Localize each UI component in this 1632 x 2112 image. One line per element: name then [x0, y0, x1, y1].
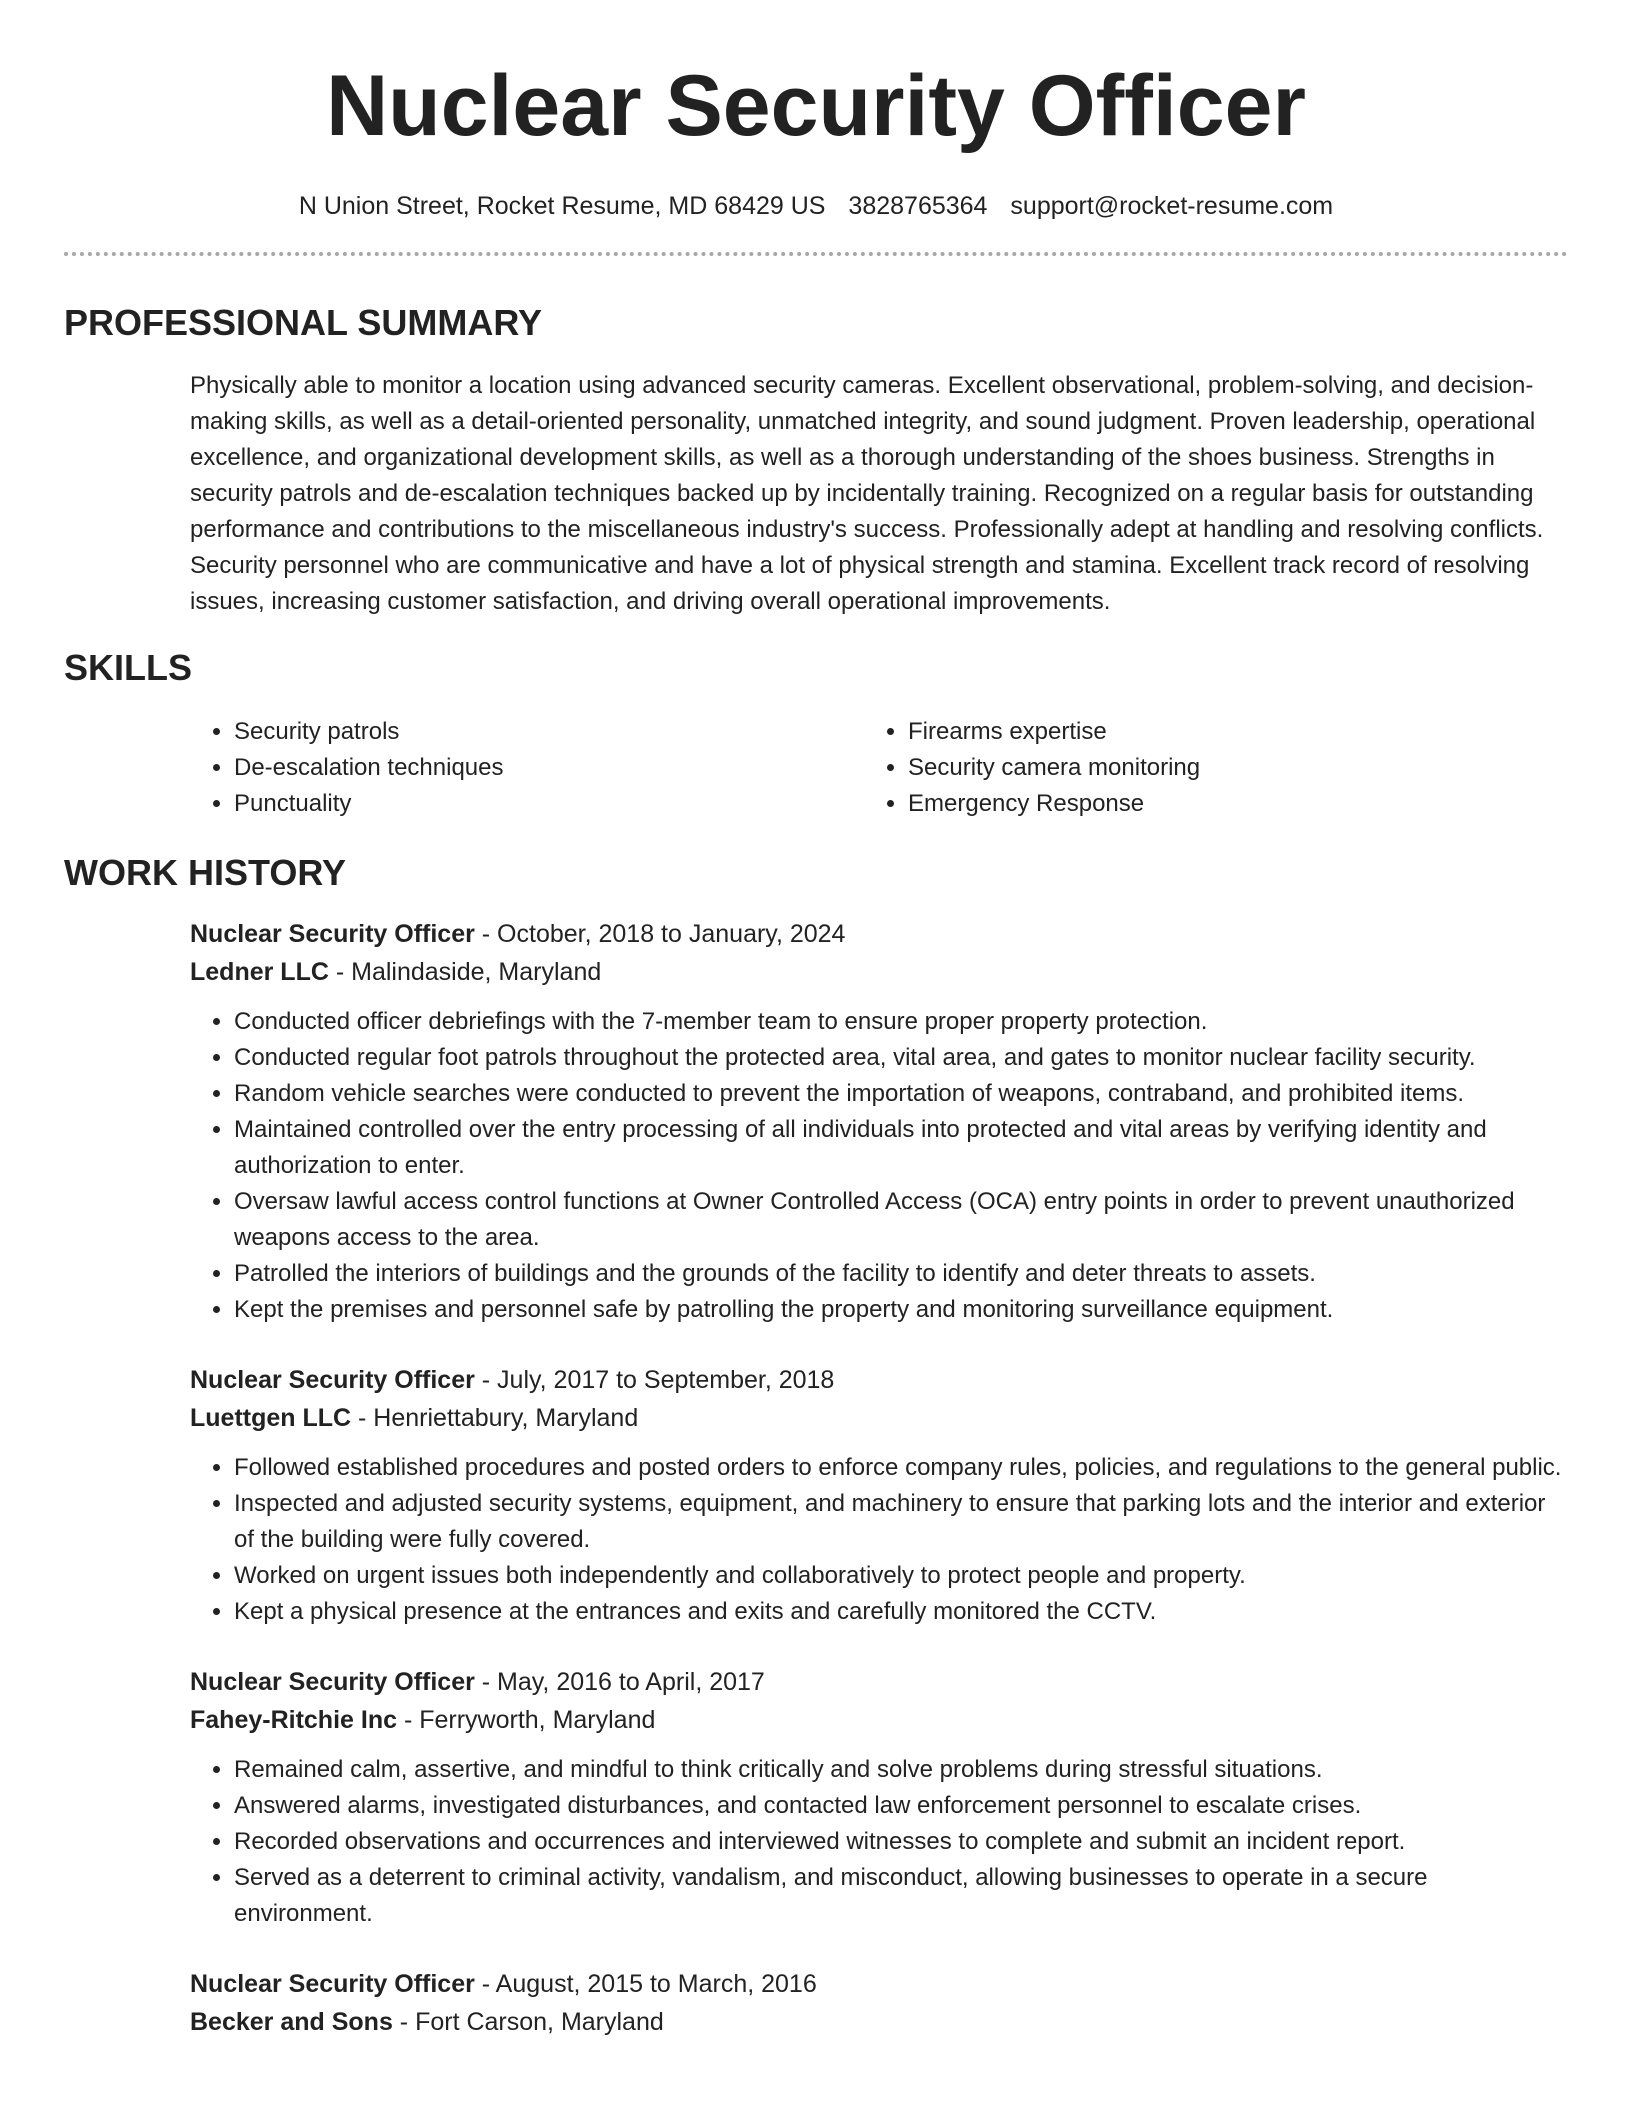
summary-text: Physically able to monitor a location using advanced security cameras. Excellent observational, problem-solving, and decision-making skills, as well as a detail-oriented personality, unmatched integrity, and sound judgment. Proven leadership, operational excellence, and organizational development skills, as well as a thorough understanding of the shoes business. Strengths in security patrols and de-escalation techniques backed up by incidentally training. Recognized on a regular basis for outstanding performance and contributions to the miscellaneous industry's success. Professionally adept at handling and resolving conflicts. Security personnel who are communicative and have a lot of physical strength and stamina. Excellent track record of resolving issues, increasing customer satisfaction, and driving overall operational improvements. — [190, 372, 1544, 615]
job-title-line — [190, 915, 1568, 953]
job-entry — [190, 1965, 1568, 2041]
job-company-line — [190, 953, 1568, 991]
job-location: - Malindaside, Maryland — [328, 958, 602, 986]
job-bullet: • Inspected and adjusted security systems, equipment, and machinery to ensure that parking lots and the interior and exterior of the building were fully covered. — [234, 1486, 1568, 1558]
skills-section — [64, 714, 1568, 822]
job-bullet: • Worked on urgent issues both independently and collaboratively to protect people and property. — [234, 1558, 1568, 1594]
contact-email: support@rocket-resume.com — [1010, 192, 1334, 220]
job-company: Fahey-Ritchie Inc — [190, 1706, 397, 1734]
job-dates: - October, 2018 to January, 2024 — [474, 920, 846, 948]
header-divider — [64, 252, 1568, 256]
job-bullet: • Answered alarms, investigated disturbances, and contacted law enforcement personnel to escalate crises. — [234, 1788, 1568, 1824]
contact-line — [64, 190, 1568, 222]
contact-address: N Union Street, Rocket Resume, MD 68429 US — [298, 192, 826, 220]
job-location: - Henriettabury, Maryland — [351, 1404, 639, 1432]
skills-grid — [190, 714, 1568, 822]
job-title-line — [190, 1663, 1568, 1701]
job-entry — [190, 1361, 1568, 1630]
job-role: Nuclear Security Officer — [190, 1970, 475, 1998]
job-role: Nuclear Security Officer — [190, 920, 475, 948]
contact-phone: 3828765364 — [848, 192, 988, 220]
job-dates: - May, 2016 to April, 2017 — [474, 1668, 765, 1696]
job-bullet: • Oversaw lawful access control functions at Owner Controlled Access (OCA) entry points in order to prevent unauthorized weapons access to the area. — [234, 1184, 1568, 1256]
job-bullet: • Recorded observations and occurrences and interviewed witnesses to complete and submit an incident report. — [234, 1824, 1568, 1860]
job-bullet: • Kept a physical presence at the entrances and exits and carefully monitored the CCTV. — [234, 1594, 1568, 1630]
job-bullet: • Kept the premises and personnel safe by patrolling the property and monitoring surveillance equipment. — [234, 1292, 1568, 1328]
skill-item: • Firearms expertise — [908, 714, 1538, 750]
job-bullet: • Remained calm, assertive, and mindful to think critically and solve problems during stressful situations. — [234, 1752, 1568, 1788]
job-bullet: • Served as a deterrent to criminal activity, vandalism, and misconduct, allowing businesses to operate in a secure environment. — [234, 1860, 1568, 1932]
job-company: Becker and Sons — [190, 2008, 393, 2036]
job-bullet: • Conducted regular foot patrols throughout the protected area, vital area, and gates to monitor nuclear facility security. — [234, 1040, 1568, 1076]
job-entry — [190, 915, 1568, 1328]
summary-section — [64, 368, 1568, 620]
job-company-line — [190, 1701, 1568, 1739]
skill-item: • Security patrols — [234, 714, 864, 750]
work-history-section — [64, 915, 1568, 2041]
job-location: - Ferryworth, Maryland — [397, 1706, 656, 1734]
job-title-line — [190, 1361, 1568, 1399]
job-dates: - August, 2015 to March, 2016 — [474, 1970, 817, 1998]
skill-item: • Security camera monitoring — [908, 750, 1538, 786]
job-bullet: • Patrolled the interiors of buildings and the grounds of the facility to identify and deter threats to assets. — [234, 1256, 1568, 1292]
job-dates: - July, 2017 to September, 2018 — [474, 1366, 835, 1394]
job-bullet: • Followed established procedures and posted orders to enforce company rules, policies, and regulations to the general public. — [234, 1450, 1568, 1486]
job-bullet: • Maintained controlled over the entry processing of all individuals into protected and vital areas by verifying identity and authorization to enter. — [234, 1112, 1568, 1184]
skill-item: • De-escalation techniques — [234, 750, 864, 786]
skill-item: • Punctuality — [234, 786, 864, 822]
work-history-heading: WORK HISTORY — [64, 852, 347, 893]
job-title-line — [190, 1965, 1568, 2003]
job-entry — [190, 1663, 1568, 1932]
skills-heading: SKILLS — [64, 647, 193, 688]
job-location: - Fort Carson, Maryland — [392, 2008, 664, 2036]
job-bullets — [190, 1450, 1568, 1630]
skills-list-left — [190, 714, 864, 822]
job-bullet: • Random vehicle searches were conducted to prevent the importation of weapons, contraband, and prohibited items. — [234, 1076, 1568, 1112]
skills-list-right — [864, 714, 1538, 822]
resume-name: Nuclear Security Officer — [326, 58, 1306, 154]
job-bullet: • Conducted officer debriefings with the 7-member team to ensure proper property protection. — [234, 1004, 1568, 1040]
summary-heading: PROFESSIONAL SUMMARY — [64, 302, 543, 343]
job-company-line — [190, 1399, 1568, 1437]
job-bullets — [190, 1752, 1568, 1932]
job-role: Nuclear Security Officer — [190, 1366, 475, 1394]
job-company-line — [190, 2003, 1568, 2041]
job-company: Luettgen LLC — [190, 1404, 352, 1432]
job-bullets — [190, 1004, 1568, 1328]
job-company: Ledner LLC — [190, 958, 329, 986]
job-role: Nuclear Security Officer — [190, 1668, 475, 1696]
skill-item: • Emergency Response — [908, 786, 1538, 822]
